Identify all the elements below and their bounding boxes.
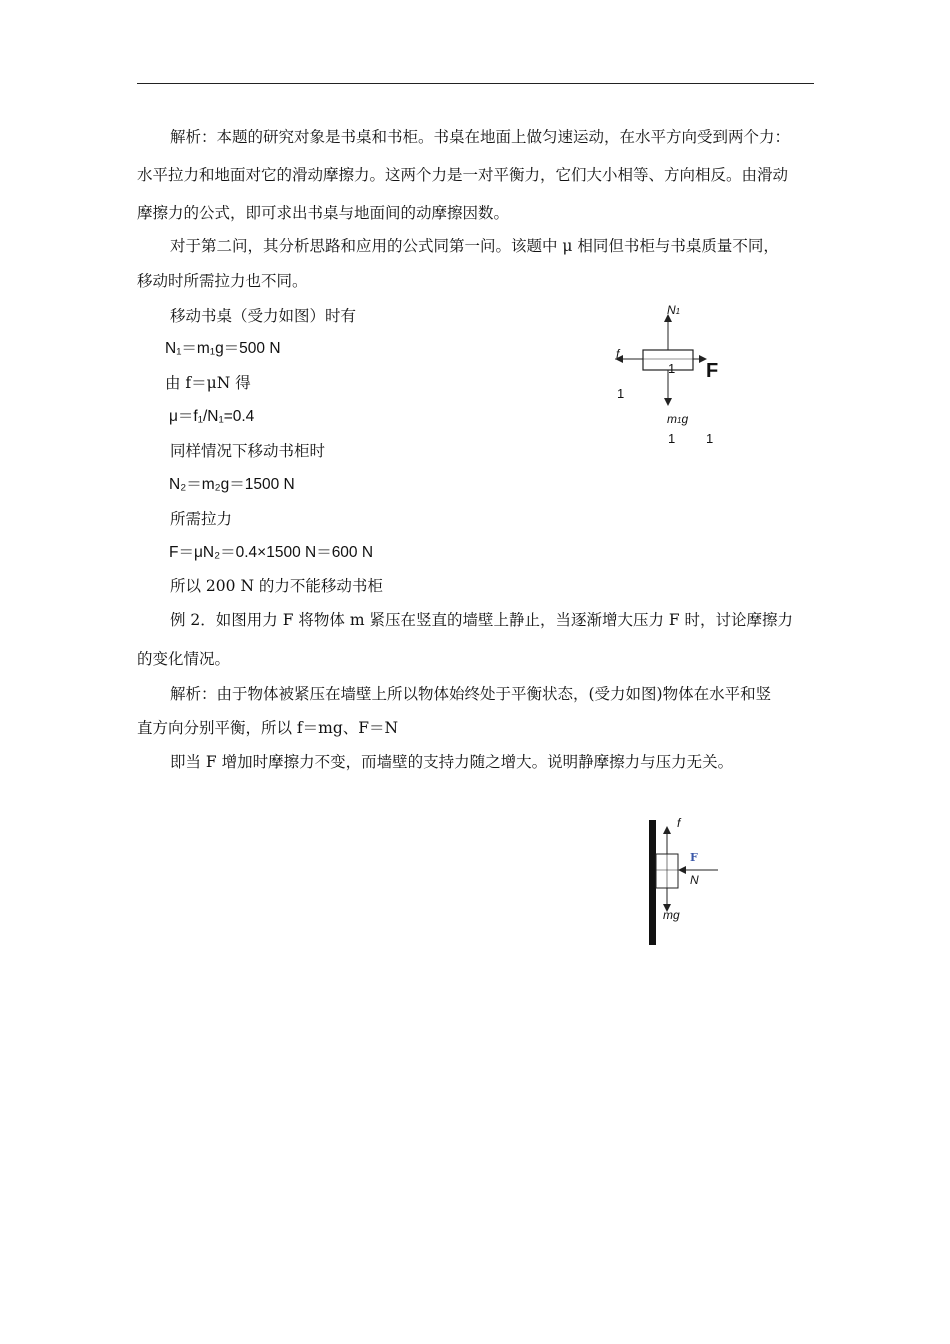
example-2-question: 例 2．如图用力 F 将物体 m 紧压在竖直的墙壁上静止，当逐渐增大压力 F 时，讨论摩擦力 — [170, 611, 794, 629]
paragraph-analysis-1-line2: 水平拉力和地面对它的滑动摩擦力。这两个力是一对平衡力，它们大小相等、方向相反。由滑动 — [137, 166, 789, 184]
paragraph-second-question-line2: 移动时所需拉力也不同。 — [137, 272, 308, 290]
example-2-question-line2: 的变化情况。 — [137, 650, 231, 668]
press-force-label: F — [690, 851, 698, 864]
calc-line: 所需拉力 — [170, 510, 233, 528]
example-2-analysis: 解析：由于物体被紧压在墙壁上所以物体始终处于平衡状态，(受力如图)物体在水平和竖 — [170, 685, 772, 703]
calc-line: 同样情况下移动书柜时 — [170, 442, 326, 460]
subscript-marker: 1 — [668, 361, 676, 376]
header-rule — [137, 83, 814, 84]
calc-line: F＝μN₂＝0.4×1500 N＝600 N — [169, 544, 374, 561]
subscript-marker: 1 — [668, 431, 676, 446]
subscript-marker: 1 — [706, 431, 714, 446]
wall-normal-label: N — [690, 873, 699, 887]
wall-friction-label: f — [677, 816, 681, 830]
normal-force-label: N1 — [667, 303, 681, 317]
calc-line: 移动书桌（受力如图）时有 — [170, 307, 357, 325]
calc-line: 所以 200 N 的力不能移动书柜 — [170, 577, 383, 595]
calc-line: 由 f＝μN 得 — [165, 374, 251, 392]
pull-force-label: F — [706, 360, 719, 382]
paragraph-second-question: 对于第二问，其分析思路和应用的公式同第一问。该题中 μ 相同但书柜与书桌质量不同， — [170, 237, 779, 255]
paragraph-analysis-1: 解析：本题的研究对象是书桌和书柜。书桌在地面上做匀速运动，在水平方向受到两个力： — [170, 128, 791, 146]
example-2-conclusion: 即当 F 增加时摩擦力不变，而墙壁的支持力随之增大。说明静摩擦力与压力无关。 — [170, 753, 734, 771]
subscript-marker: 1 — [617, 386, 625, 401]
paragraph-analysis-1-line3: 摩擦力的公式，即可求出书桌与地面间的动摩擦因数。 — [137, 204, 510, 222]
calc-line: N₂＝m₂g＝1500 N — [169, 476, 295, 493]
calc-line: N₁＝m₁g＝500 N — [165, 340, 281, 357]
wall-weight-label: mg — [663, 908, 680, 922]
example-2-analysis-line2: 直方向分别平衡，所以 f＝mg、F＝N — [137, 719, 399, 737]
friction-label: f — [616, 347, 620, 361]
calc-line: μ＝f₁/N₁=0.4 — [169, 408, 255, 425]
weight-label: m1g — [667, 412, 689, 426]
